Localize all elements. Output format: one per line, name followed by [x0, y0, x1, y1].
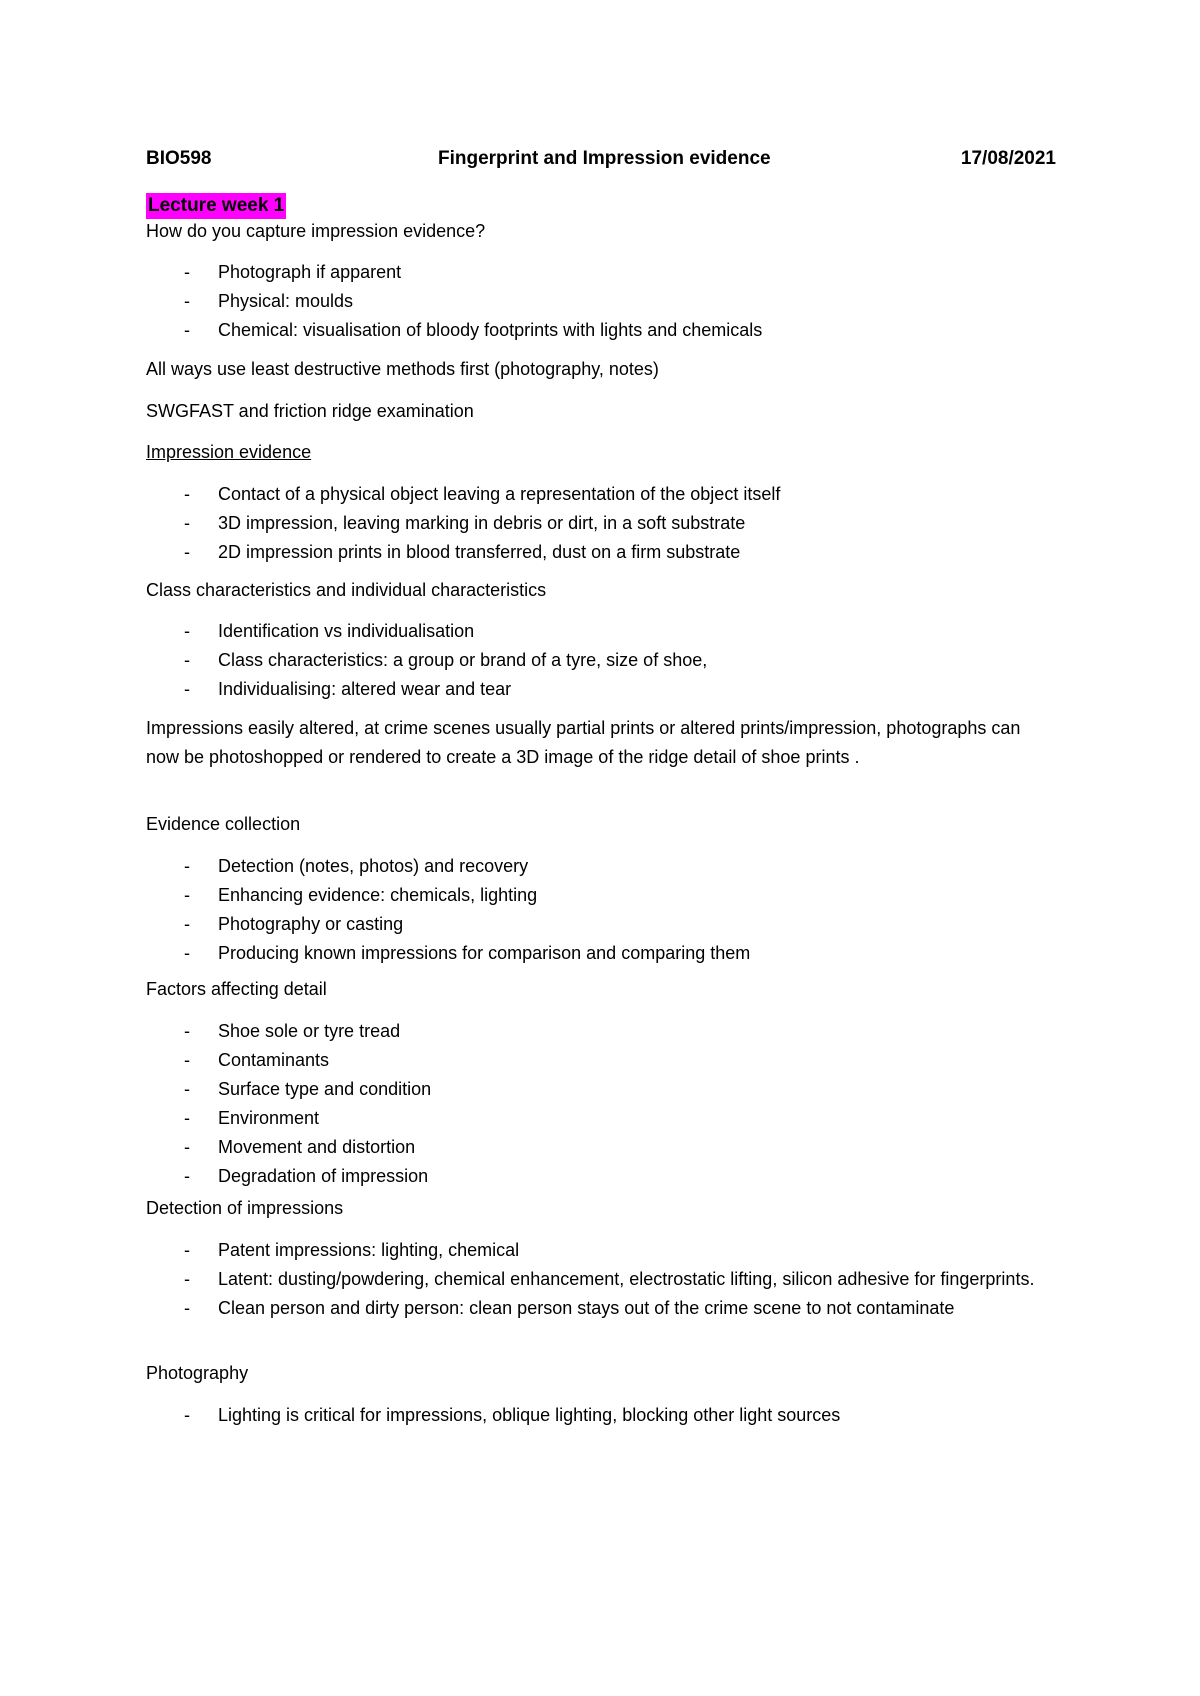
dash-bullet: -	[184, 885, 190, 905]
document-date: 17/08/2021	[960, 148, 1056, 169]
list-item	[146, 509, 1056, 538]
list-item-text: Producing known impressions for comparison and comparing them	[218, 943, 751, 963]
altered-paragraph: Impressions easily altered, at crime scenes usually partial prints or altered prints/impression, photographs can now be photoshopped or rendered to create a 3D image of the ridge detail of shoe prints .	[146, 718, 1021, 767]
list-item	[146, 1046, 1056, 1075]
swgfast-note: SWGFAST and friction ridge examination	[146, 401, 474, 421]
impression-heading: Impression evidence	[146, 442, 312, 462]
dash-bullet: -	[184, 621, 190, 641]
lecture-label: Lecture week 1	[146, 193, 286, 219]
course-code: BIO598	[146, 148, 212, 169]
dash-bullet: -	[184, 1240, 190, 1260]
dash-bullet: -	[184, 262, 190, 282]
list-item-text: Degradation of impression	[218, 1166, 429, 1186]
list-item	[146, 1265, 1056, 1294]
list-item	[146, 1017, 1056, 1046]
list-item-text: Contact of a physical object leaving a representation of the object itself	[218, 484, 781, 504]
photography-list	[146, 1401, 1056, 1430]
dash-bullet: -	[184, 679, 190, 699]
list-item-text: Class characteristics: a group or brand of a tyre, size of shoe,	[218, 650, 708, 670]
dash-bullet: -	[184, 1108, 190, 1128]
list-item-text: 3D impression, leaving marking in debris or dirt, in a soft substrate	[218, 513, 746, 533]
list-item	[146, 1236, 1056, 1265]
detection-heading: Detection of impressions	[146, 1198, 344, 1218]
dash-bullet: -	[184, 1269, 190, 1289]
list-item-text: 2D impression prints in blood transferred, dust on a firm substrate	[218, 542, 741, 562]
dash-bullet: -	[184, 1405, 190, 1425]
list-item	[146, 538, 1056, 567]
list-item-text: Movement and distortion	[218, 1137, 416, 1157]
dash-bullet: -	[184, 1021, 190, 1041]
dash-bullet: -	[184, 291, 190, 311]
dash-bullet: -	[184, 650, 190, 670]
dash-bullet: -	[184, 1050, 190, 1070]
class-list	[146, 617, 1056, 704]
list-item-text: Chemical: visualisation of bloody footprints with lights and chemicals	[218, 320, 763, 340]
dash-bullet: -	[184, 513, 190, 533]
collection-list	[146, 852, 1056, 968]
list-item-text: Patent impressions: lighting, chemical	[218, 1240, 520, 1260]
list-item-text: Clean person and dirty person: clean person stays out of the crime scene to not contaminate	[218, 1298, 955, 1318]
list-item	[146, 1162, 1056, 1191]
capture-question: How do you capture impression evidence?	[146, 221, 486, 241]
list-item-text: Individualising: altered wear and tear	[218, 679, 512, 699]
list-item-text: Photography or casting	[218, 914, 404, 934]
dash-bullet: -	[184, 856, 190, 876]
dash-bullet: -	[184, 1079, 190, 1099]
collection-heading: Evidence collection	[146, 814, 301, 834]
list-item	[146, 939, 1056, 968]
list-item-text: Shoe sole or tyre tread	[218, 1021, 401, 1041]
dash-bullet: -	[184, 320, 190, 340]
list-item	[146, 881, 1056, 910]
list-item	[146, 1294, 1056, 1323]
list-item	[146, 1075, 1056, 1104]
list-item-text: Contaminants	[218, 1050, 330, 1070]
list-item	[146, 316, 1056, 345]
list-item-text: Lighting is critical for impressions, oblique lighting, blocking other light sources	[218, 1405, 841, 1425]
list-item	[146, 852, 1056, 881]
list-item-text: Identification vs individualisation	[218, 621, 475, 641]
list-item	[146, 1104, 1056, 1133]
dash-bullet: -	[184, 542, 190, 562]
dash-bullet: -	[184, 1298, 190, 1318]
document-title: Fingerprint and Impression evidence	[438, 148, 771, 169]
list-item	[146, 287, 1056, 316]
factors-heading: Factors affecting detail	[146, 979, 327, 999]
dash-bullet: -	[184, 1137, 190, 1157]
list-item-text: Physical: moulds	[218, 291, 354, 311]
list-item-text: Latent: dusting/powdering, chemical enhancement, electrostatic lifting, silicon adhesive for fingerprints.	[218, 1269, 1035, 1289]
list-item	[146, 258, 1056, 287]
factors-list	[146, 1017, 1056, 1191]
list-item	[146, 646, 1056, 675]
document-header	[146, 148, 1056, 172]
dash-bullet: -	[184, 1166, 190, 1186]
impression-list	[146, 480, 1056, 567]
list-item	[146, 1401, 1056, 1430]
least-destructive-note: All ways use least destructive methods first (photography, notes)	[146, 359, 659, 379]
list-item	[146, 675, 1056, 704]
photography-heading: Photography	[146, 1363, 249, 1383]
capture-list	[146, 258, 1056, 345]
list-item-text: Detection (notes, photos) and recovery	[218, 856, 529, 876]
class-heading: Class characteristics and individual characteristics	[146, 580, 547, 600]
detection-list	[146, 1236, 1056, 1323]
list-item-text: Enhancing evidence: chemicals, lighting	[218, 885, 538, 905]
list-item	[146, 910, 1056, 939]
list-item	[146, 1133, 1056, 1162]
dash-bullet: -	[184, 914, 190, 934]
dash-bullet: -	[184, 484, 190, 504]
list-item	[146, 480, 1056, 509]
dash-bullet: -	[184, 943, 190, 963]
list-item	[146, 617, 1056, 646]
list-item-text: Surface type and condition	[218, 1079, 432, 1099]
list-item-text: Environment	[218, 1108, 320, 1128]
list-item-text: Photograph if apparent	[218, 262, 402, 282]
